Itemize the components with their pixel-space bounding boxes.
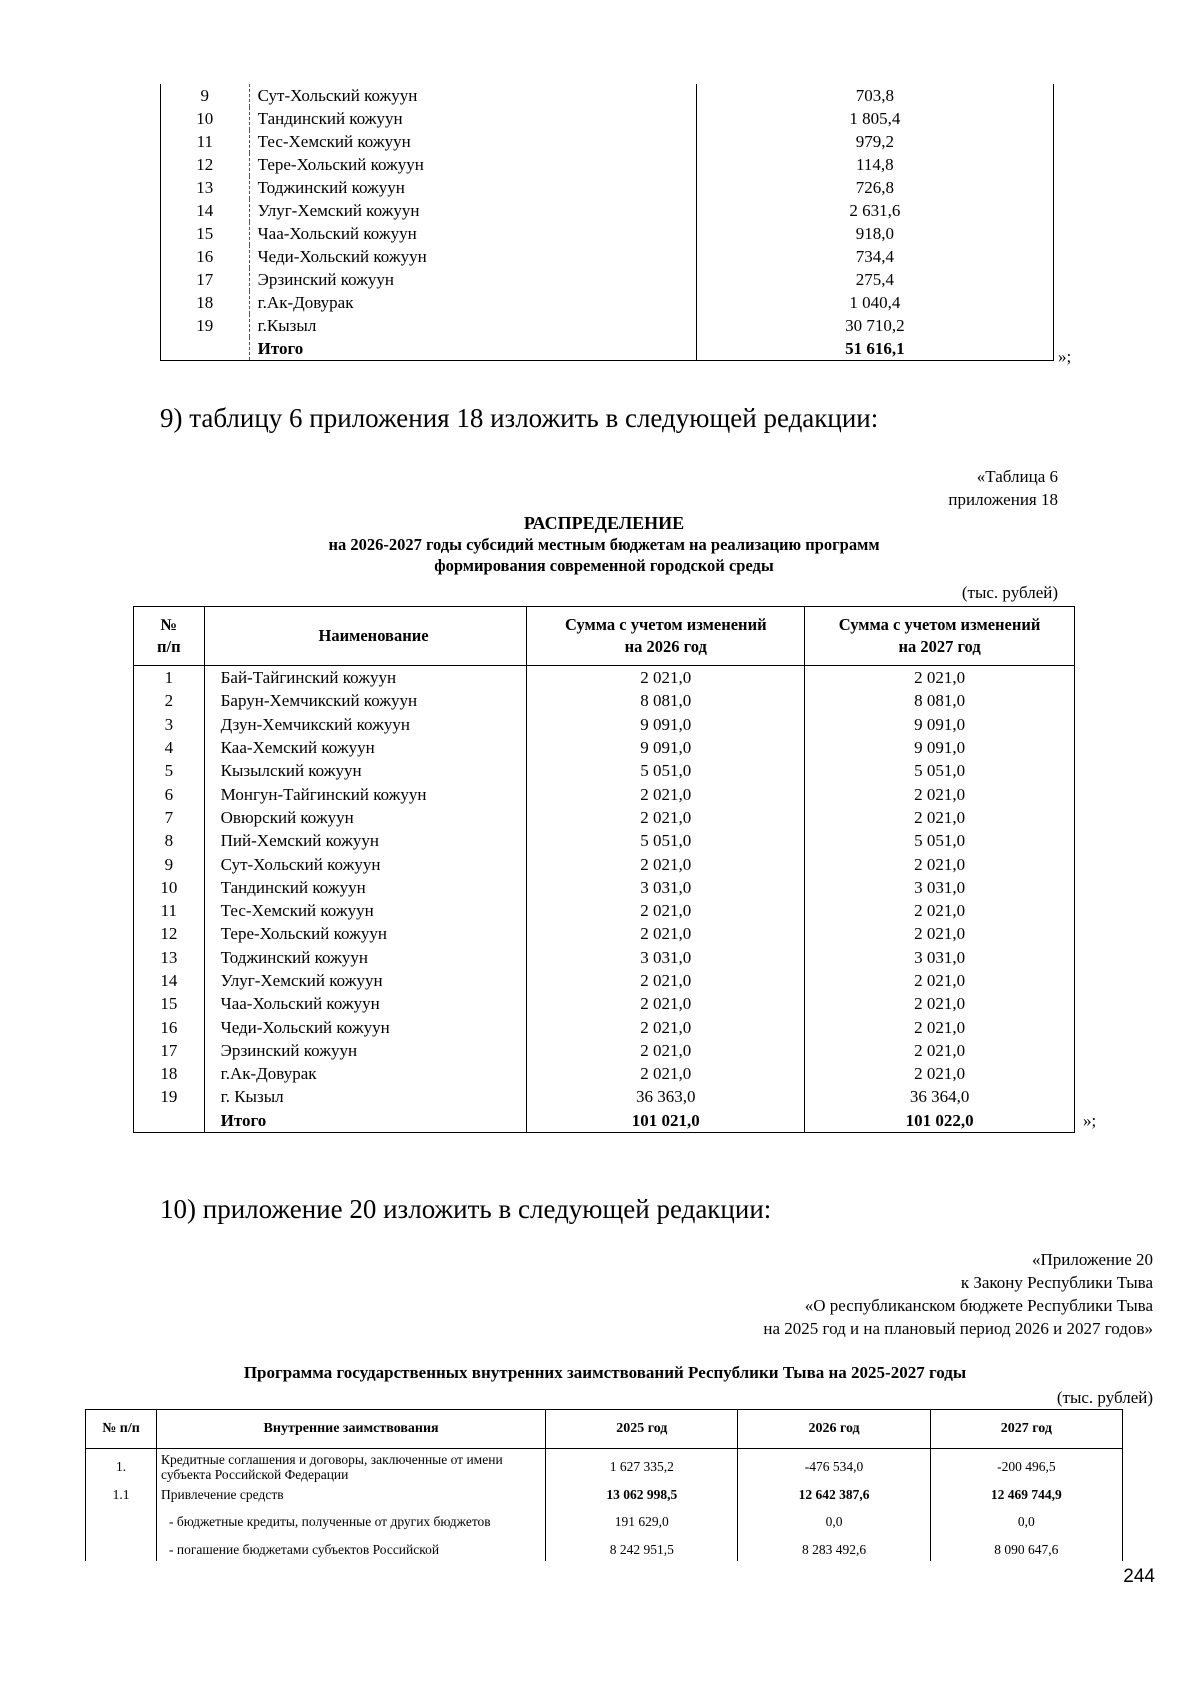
appendix20-ref-line3: «О республиканском бюджете Республики Тыва [804, 1296, 1153, 1315]
table2-end-mark: »; [1083, 1111, 1097, 1130]
row-name: Привлечение средств [157, 1485, 546, 1505]
row-number: 1. [86, 1449, 157, 1485]
table6-distribution [133, 606, 1075, 1133]
row-name: Барун-Хемчикский кожуун [204, 689, 527, 712]
table-row [134, 736, 1075, 759]
row-value-2026: 3 031,0 [527, 876, 805, 899]
header-name: Наименование [204, 607, 527, 666]
row-value-2025: 13 062 998,5 [546, 1485, 738, 1505]
row-value-2026: 8 081,0 [527, 689, 805, 712]
table-row [134, 713, 1075, 736]
appendix20-ref-line4: на 2025 год и на плановый период 2026 и 2027 годов» [763, 1319, 1153, 1338]
table-row [134, 1039, 1075, 1062]
appendix20-units: (тыс. рублей) [1056, 1388, 1153, 1407]
row-name: Чеди-Хольский кожуун [249, 245, 696, 268]
total-row [134, 1109, 1075, 1133]
row-name: г.Ак-Довурак [249, 291, 696, 314]
row-name: Чаа-Хольский кожуун [204, 992, 527, 1015]
table-row [134, 1062, 1075, 1085]
row-name: Чаа-Хольский кожуун [249, 222, 696, 245]
appendix20-title: Программа государственных внутренних заимствований Республики Тыва на 2025-2027 годы [243, 1363, 967, 1382]
table6-ref-line2: приложения 18 [948, 490, 1058, 509]
section9-heading: 9) таблицу 6 приложения 18 изложить в следующей редакции: [160, 403, 879, 433]
appendix20-ref-line2: к Закону Республики Тыва [960, 1273, 1153, 1292]
row-name: Дзун-Хемчикский кожуун [204, 713, 527, 736]
row-number: 13 [134, 946, 205, 969]
table-row [134, 782, 1075, 805]
row-name: г.Ак-Довурак [204, 1062, 527, 1085]
row-number: 10 [161, 107, 250, 130]
total-row [161, 337, 1054, 361]
table-row [134, 829, 1075, 852]
row-name: Тес-Хемский кожуун [249, 130, 696, 153]
row-number: 18 [134, 1062, 205, 1085]
row-value-2027: 2 021,0 [805, 992, 1075, 1015]
row-value-2026: 2 021,0 [527, 1062, 805, 1085]
table-row [134, 806, 1075, 829]
row-value-2027: 8 090 647,6 [930, 1539, 1122, 1561]
table-row [134, 992, 1075, 1015]
table6-title [133, 513, 1075, 576]
table-row [86, 1505, 1123, 1539]
row-value-2027: 9 091,0 [805, 736, 1075, 759]
row-number: 17 [134, 1039, 205, 1062]
row-name: Тере-Хольский кожуун [204, 922, 527, 945]
row-name: Монгун-Тайгинский кожуун [204, 782, 527, 805]
table-row [161, 222, 1054, 245]
row-value-2027: 2 021,0 [805, 782, 1075, 805]
section10-heading: 10) приложение 20 изложить в следующей редакции: [160, 1194, 772, 1224]
table-row [161, 130, 1054, 153]
row-name: Сут-Хольский кожуун [204, 852, 527, 875]
appendix20-reference [763, 1248, 1153, 1340]
row-number [86, 1539, 157, 1561]
row-value-2027: 3 031,0 [805, 876, 1075, 899]
row-name: - погашение бюджетами субъектов Российской [157, 1539, 546, 1561]
row-value-2026: 2 021,0 [527, 852, 805, 875]
total-value: 51 616,1 [696, 337, 1053, 361]
row-value-2025: 1 627 335,2 [546, 1449, 738, 1485]
row-value: 1 805,4 [696, 107, 1053, 130]
row-value-2027: 2 021,0 [805, 806, 1075, 829]
row-number: 13 [161, 176, 250, 199]
row-number: 6 [134, 782, 205, 805]
table-row [134, 946, 1075, 969]
row-number: 16 [161, 245, 250, 268]
row-number: 1.1 [86, 1485, 157, 1505]
row-name: Кызылский кожуун [204, 759, 527, 782]
row-value-2027: 2 021,0 [805, 969, 1075, 992]
row-value-2026: 9 091,0 [527, 736, 805, 759]
row-number: 17 [161, 268, 250, 291]
row-value-2026: 2 021,0 [527, 922, 805, 945]
table-row [161, 107, 1054, 130]
row-number: 11 [161, 130, 250, 153]
row-name: Тоджинский кожуун [204, 946, 527, 969]
row-name: Тере-Хольский кожуун [249, 153, 696, 176]
row-value-2026: -476 534,0 [738, 1449, 930, 1485]
row-value-2027: 2 021,0 [805, 922, 1075, 945]
table-row [86, 1485, 1123, 1505]
table-row [161, 291, 1054, 314]
row-value: 2 631,6 [696, 199, 1053, 222]
row-value-2026: 8 283 492,6 [738, 1539, 930, 1561]
table-row [161, 84, 1054, 107]
row-name: Улуг-Хемский кожуун [249, 199, 696, 222]
header-borrowings: Внутренние заимствования [157, 1410, 546, 1449]
row-number: 8 [134, 829, 205, 852]
table-row [134, 1085, 1075, 1108]
table-row [134, 876, 1075, 899]
row-value-2026: 2 021,0 [527, 1015, 805, 1038]
table-row [134, 666, 1075, 690]
table-row [161, 314, 1054, 337]
total-number [161, 337, 250, 361]
header-2026: Сумма с учетом изменений на 2026 год [527, 607, 805, 666]
row-value-2027: 3 031,0 [805, 946, 1075, 969]
row-name: Эрзинский кожуун [249, 268, 696, 291]
row-value: 726,8 [696, 176, 1053, 199]
row-name: Улуг-Хемский кожуун [204, 969, 527, 992]
row-name: Сут-Хольский кожуун [249, 84, 696, 107]
row-value: 703,8 [696, 84, 1053, 107]
row-value-2027: 2 021,0 [805, 899, 1075, 922]
row-value-2026: 2 021,0 [527, 782, 805, 805]
row-value-2026: 3 031,0 [527, 946, 805, 969]
row-value-2026: 2 021,0 [527, 1039, 805, 1062]
table6-units: (тыс. рублей) [961, 583, 1058, 602]
row-number: 2 [134, 689, 205, 712]
row-value-2025: 8 242 951,5 [546, 1539, 738, 1561]
row-value: 1 040,4 [696, 291, 1053, 314]
row-value-2027: 2 021,0 [805, 852, 1075, 875]
row-number: 12 [134, 922, 205, 945]
row-value-2026: 2 021,0 [527, 806, 805, 829]
total-label: Итого [249, 337, 696, 361]
row-value-2026: 5 051,0 [527, 829, 805, 852]
row-value-2027: 12 469 744,9 [930, 1485, 1122, 1505]
row-value-2026: 5 051,0 [527, 759, 805, 782]
row-value-2027: 2 021,0 [805, 1015, 1075, 1038]
row-name: г. Кызыл [204, 1085, 527, 1108]
total-2026: 101 021,0 [527, 1109, 805, 1133]
table-row [134, 852, 1075, 875]
row-value-2027: 9 091,0 [805, 713, 1075, 736]
row-number: 1 [134, 666, 205, 690]
row-name: Пий-Хемский кожуун [204, 829, 527, 852]
row-value-2027: 8 081,0 [805, 689, 1075, 712]
row-number: 12 [161, 153, 250, 176]
row-number: 9 [161, 84, 250, 107]
row-name: - бюджетные кредиты, полученные от других бюджетов [157, 1505, 546, 1539]
row-value-2026: 36 363,0 [527, 1085, 805, 1108]
appendix20-ref-line1: «Приложение 20 [1032, 1250, 1153, 1269]
table-row [134, 969, 1075, 992]
row-value-2027: 2 021,0 [805, 1062, 1075, 1085]
total-number [134, 1109, 205, 1133]
row-value-2026: 2 021,0 [527, 969, 805, 992]
header-2025: 2025 год [546, 1410, 738, 1449]
row-value: 734,4 [696, 245, 1053, 268]
row-number: 14 [134, 969, 205, 992]
table-row [161, 199, 1054, 222]
row-name: Тандинский кожуун [249, 107, 696, 130]
total-2027: 101 022,0 [805, 1109, 1075, 1133]
row-value-2026: 2 021,0 [527, 992, 805, 1015]
row-number: 3 [134, 713, 205, 736]
row-number: 4 [134, 736, 205, 759]
row-number: 19 [161, 314, 250, 337]
row-value-2027: 5 051,0 [805, 829, 1075, 852]
row-number: 18 [161, 291, 250, 314]
table-header-row [134, 607, 1075, 666]
row-number: 15 [134, 992, 205, 1015]
header-number: № п/п [134, 607, 205, 666]
row-name: Каа-Хемский кожуун [204, 736, 527, 759]
row-number: 19 [134, 1085, 205, 1108]
row-number: 7 [134, 806, 205, 829]
row-value-2027: 5 051,0 [805, 759, 1075, 782]
table-continuation [160, 84, 1054, 361]
row-name: Тандинский кожуун [204, 876, 527, 899]
row-value: 275,4 [696, 268, 1053, 291]
row-value: 114,8 [696, 153, 1053, 176]
row-value-2026: 2 021,0 [527, 666, 805, 690]
row-value: 918,0 [696, 222, 1053, 245]
table1-end-mark: »; [1058, 347, 1072, 366]
row-number: 16 [134, 1015, 205, 1038]
row-value: 979,2 [696, 130, 1053, 153]
row-value-2027: 2 021,0 [805, 1039, 1075, 1062]
table-row [86, 1449, 1123, 1485]
table-row [134, 922, 1075, 945]
table6-title-line2: на 2026-2027 годы субсидий местным бюджетам на реализацию программ [328, 535, 880, 554]
row-name: Бай-Тайгинский кожуун [204, 666, 527, 690]
row-value-2026: 9 091,0 [527, 713, 805, 736]
borrowings-program-table [85, 1409, 1123, 1561]
table-row [161, 176, 1054, 199]
table-row [86, 1539, 1123, 1561]
row-number: 10 [134, 876, 205, 899]
row-value: 30 710,2 [696, 314, 1053, 337]
header-2027: 2027 год [930, 1410, 1122, 1449]
table-row [134, 899, 1075, 922]
row-value-2027: 0,0 [930, 1505, 1122, 1539]
row-value-2027: 2 021,0 [805, 666, 1075, 690]
row-value-2025: 191 629,0 [546, 1505, 738, 1539]
row-value-2027: 36 364,0 [805, 1085, 1075, 1108]
table-row [161, 153, 1054, 176]
row-name: Тоджинский кожуун [249, 176, 696, 199]
row-name: Овюрский кожуун [204, 806, 527, 829]
row-name: Тес-Хемский кожуун [204, 899, 527, 922]
row-number: 9 [134, 852, 205, 875]
table-row [134, 759, 1075, 782]
row-number: 5 [134, 759, 205, 782]
table6-ref-line1: «Таблица 6 [976, 467, 1058, 486]
row-value-2026: 12 642 387,6 [738, 1485, 930, 1505]
page-number: 244 [1123, 1566, 1155, 1587]
header-2027: Сумма с учетом изменений на 2027 год [805, 607, 1075, 666]
table6-title-line3: формирования современной городской среды [434, 556, 774, 575]
row-value-2027: -200 496,5 [930, 1449, 1122, 1485]
row-name: Кредитные соглашения и договоры, заключенные от имени субъекта Российской Федерации [157, 1449, 546, 1485]
table-row [161, 268, 1054, 291]
table6-reference [948, 465, 1058, 511]
row-number: 15 [161, 222, 250, 245]
table6-title-line1: РАСПРЕДЕЛЕНИЕ [523, 513, 685, 533]
row-number: 11 [134, 899, 205, 922]
table-row [134, 689, 1075, 712]
total-label: Итого [204, 1109, 527, 1133]
row-name: Эрзинский кожуун [204, 1039, 527, 1062]
table-row [134, 1015, 1075, 1038]
header-2026: 2026 год [738, 1410, 930, 1449]
row-name: г.Кызыл [249, 314, 696, 337]
row-value-2026: 0,0 [738, 1505, 930, 1539]
row-number [86, 1505, 157, 1539]
row-number: 14 [161, 199, 250, 222]
table-row [161, 245, 1054, 268]
row-value-2026: 2 021,0 [527, 899, 805, 922]
header-number: № п/п [86, 1410, 157, 1449]
table-header-row [86, 1410, 1123, 1449]
row-name: Чеди-Хольский кожуун [204, 1015, 527, 1038]
